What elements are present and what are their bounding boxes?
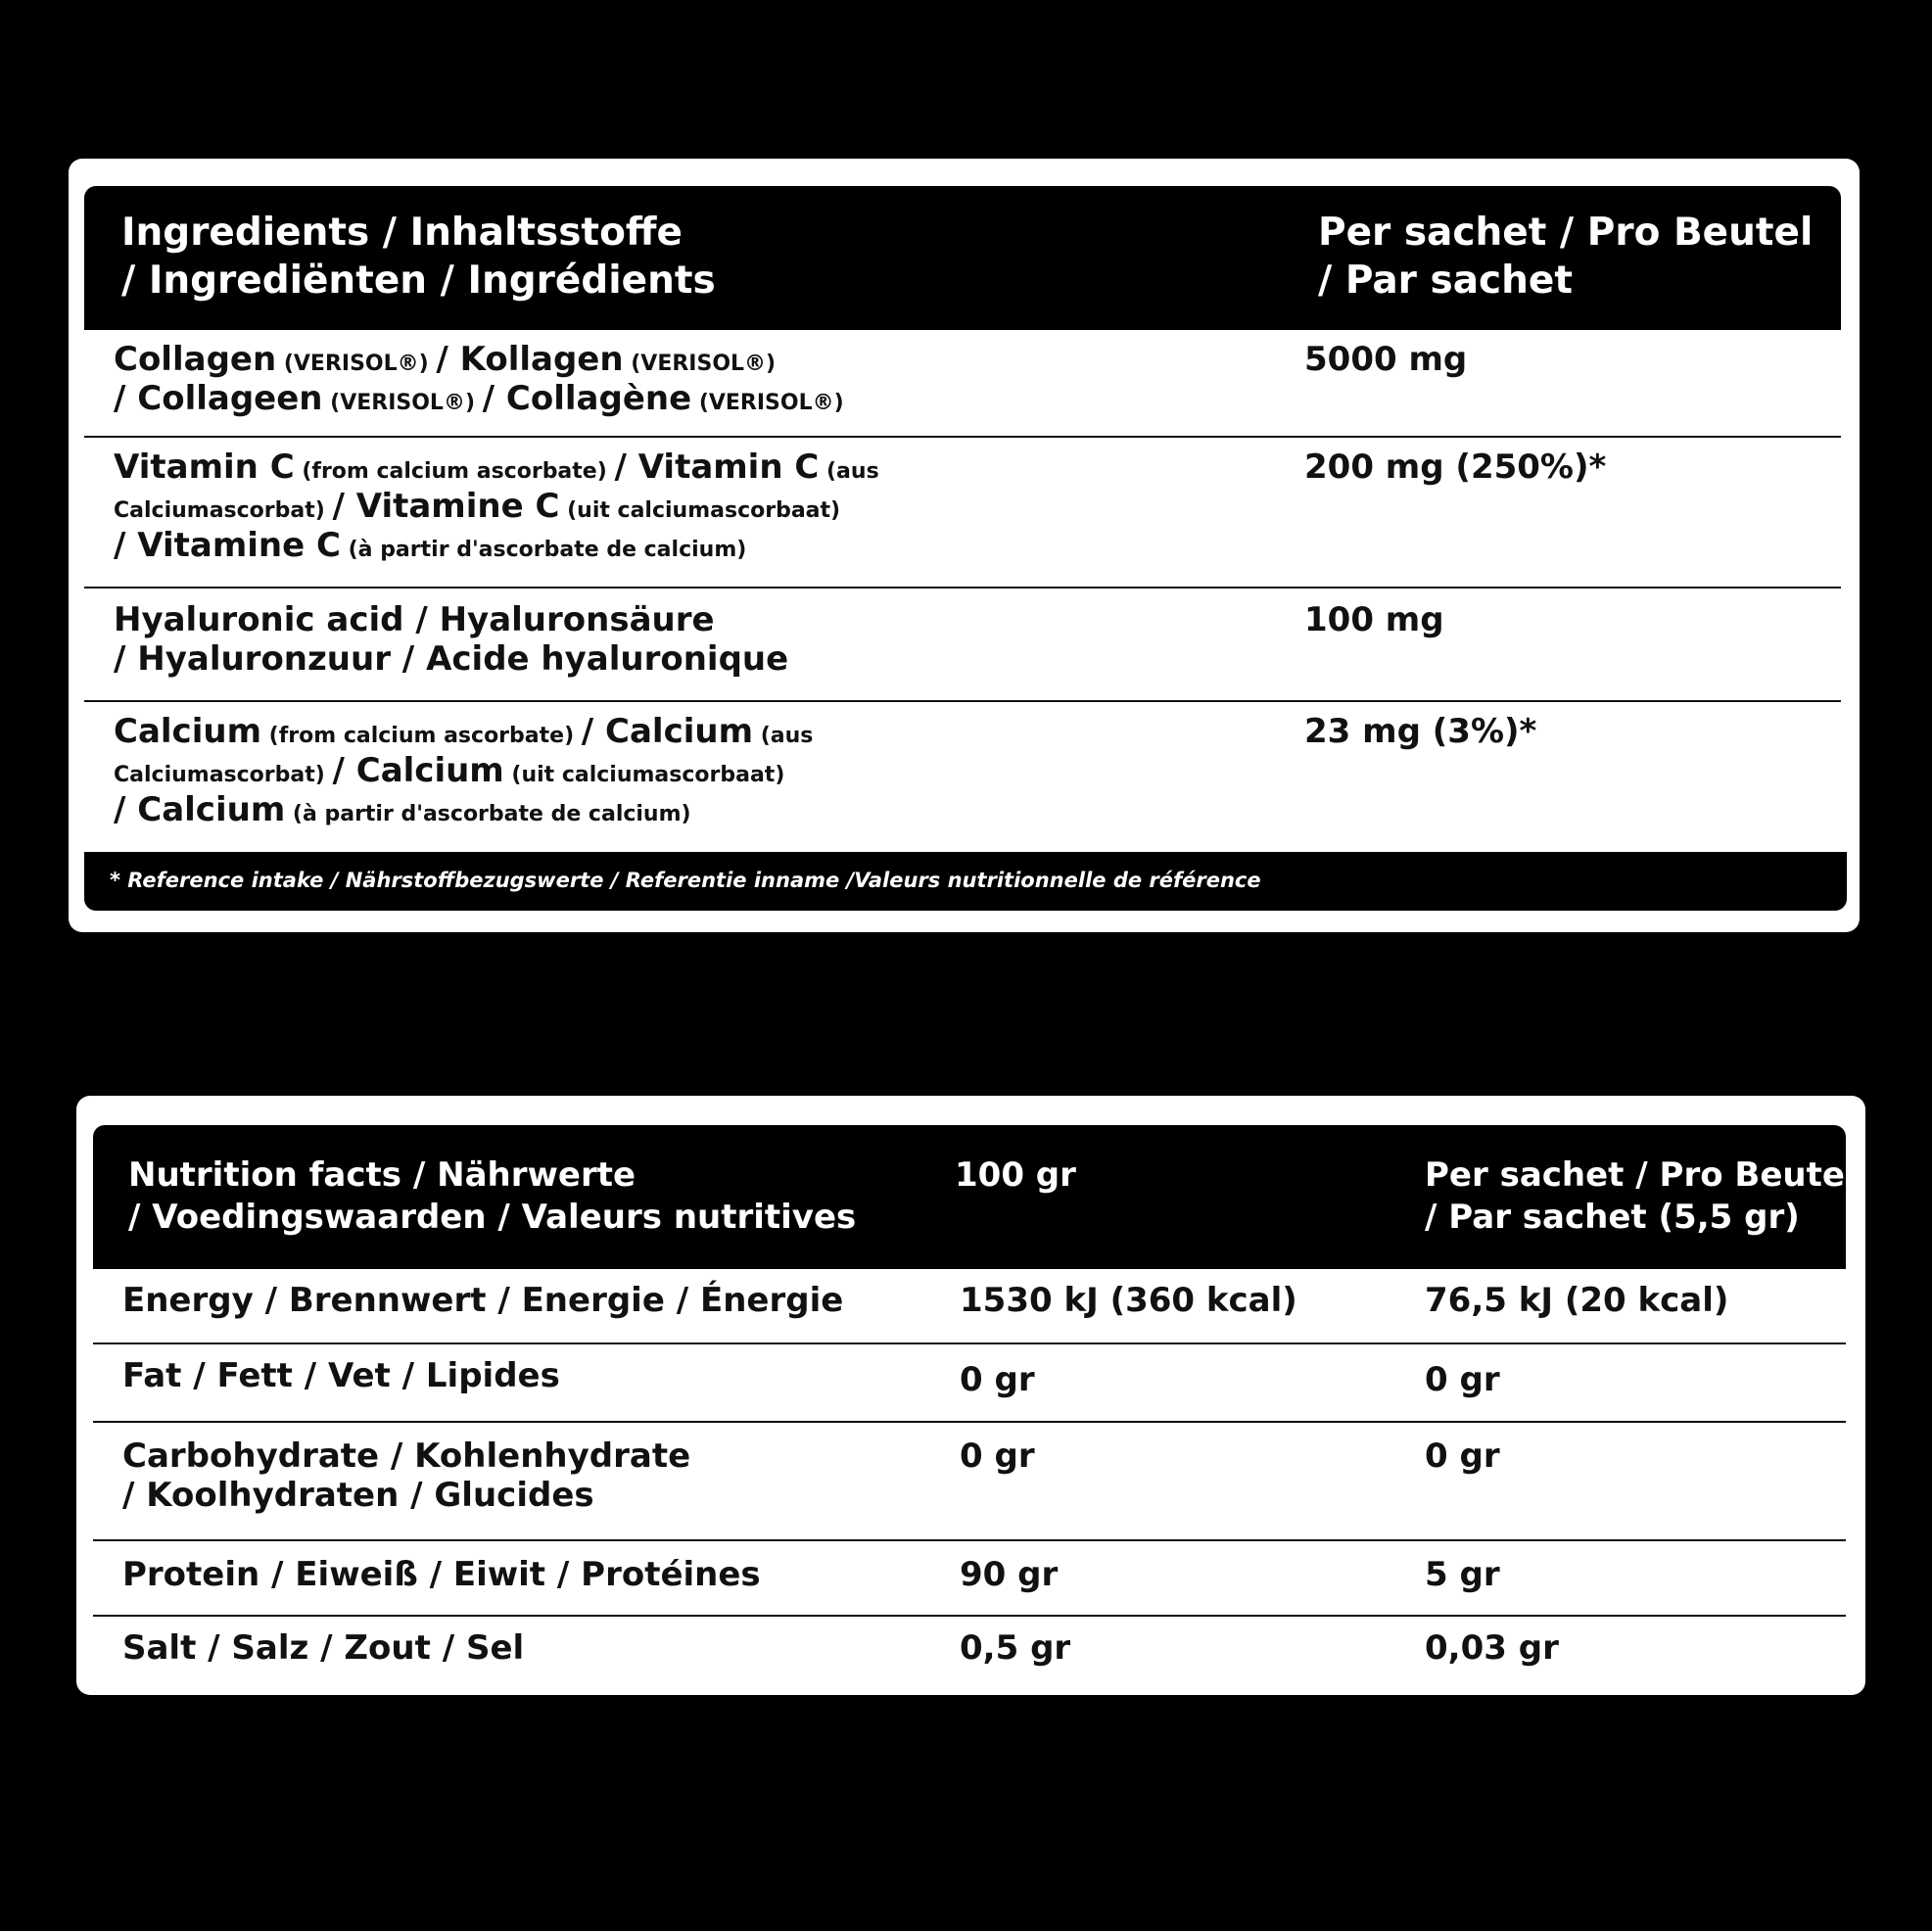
nutrient-name-line: Salt / Salz / Zout / Sel [122,1628,525,1668]
nutrient-name-line: Carbohydrate / Kohlenhydrate [122,1436,691,1476]
nutrient-per-100g: 1530 kJ (360 kcal) [960,1281,1297,1320]
ingredient-name-line [114,600,788,639]
ingredient-source-note: Calciumascorbat) [114,763,333,788]
ingredient-source-note: Calciumascorbat) [114,498,333,524]
nutrient-name [122,1555,761,1594]
ingredient-name [114,447,879,565]
ingredient-source-note: (VERISOL®) [276,352,437,376]
ingredient-amount: 5000 mg [1304,340,1468,379]
nutrient-name-line: Protein / Eiweiß / Eiwit / Protéines [122,1555,761,1594]
ingredients-header-name-line1: Ingredients / Inhaltsstoffe [121,211,683,255]
ingredients-header-name [121,210,716,306]
nutrient-per-100g: 0 gr [960,1360,1035,1399]
ingredient-name-line [114,340,844,379]
ingredient-source-note: (aus [819,459,879,484]
nutrition-header-per-sachet-line1: Per sachet / Pro Beutel [1425,1155,1857,1195]
nutrition-header-per100 [955,1154,1076,1197]
ingredient-source-note: (VERISOL®) [623,352,777,376]
ingredient-amount: 23 mg (3%)* [1304,712,1537,751]
ingredient-name-text: / Calcium [581,712,754,751]
row-divider [93,1615,1846,1617]
nutrient-name-line: / Koolhydraten / Glucides [122,1476,594,1516]
ingredient-name-text: / Vitamin C [614,447,820,487]
nutrient-name [122,1628,524,1668]
ingredient-name-text: / Hyaluronzuur / Acide hyaluronique [114,639,789,680]
ingredient-name-line [114,712,813,751]
reference-intake-footnote [84,852,1847,911]
ingredient-name-text: Vitamin C [114,447,295,487]
nutrition-header [93,1125,1857,1269]
nutrition-header-name-line1: Nutrition facts / Nährwerte [128,1155,636,1195]
row-divider [93,1342,1846,1344]
ingredient-name [114,600,788,679]
row-divider [84,700,1841,702]
ingredient-name-text: / Collageen [114,379,323,419]
ingredients-header-amount [1318,210,1813,306]
ingredient-source-note: (VERISOL®) [691,391,844,416]
ingredient-name-line [114,447,879,487]
nutrient-name [122,1436,690,1515]
ingredient-name-text: / Vitamine C [332,487,560,527]
nutrient-name-line: Energy / Brennwert / Energie / Énergie [122,1281,844,1320]
ingredient-source-note: (uit calciumascorbaat) [503,763,785,788]
nutrition-header-per100-line1: 100 gr [955,1155,1076,1195]
ingredient-name-line [114,639,788,679]
ingredient-source-note: (uit calciumascorbaat) [559,498,841,524]
nutrition-card [76,1096,1865,1695]
nutrient-per-sachet: 76,5 kJ (20 kcal) [1425,1281,1729,1320]
ingredient-name-line [114,526,879,565]
ingredients-card [69,159,1860,932]
ingredient-amount: 200 mg (250%)* [1304,447,1607,487]
ingredient-amount: 100 mg [1304,600,1444,639]
row-divider [93,1421,1846,1423]
ingredient-name-text: / Calcium [332,751,504,791]
row-divider [93,1539,1846,1541]
nutrient-name [122,1356,560,1395]
nutrient-per-sachet: 0 gr [1425,1360,1500,1399]
ingredients-header-name-line2: / Ingrediënten / Ingrédients [121,258,716,303]
nutrient-per-100g: 90 gr [960,1555,1059,1594]
ingredient-name-text: / Kollagen [436,340,624,379]
ingredient-name-text: / Vitamine C [114,526,341,566]
ingredient-name-line [114,790,813,829]
nutrition-header-per-sachet-line2: / Par sachet (5,5 gr) [1425,1197,1800,1237]
ingredients-header [84,186,1841,330]
nutrient-per-sachet: 0 gr [1425,1436,1500,1476]
ingredient-name-text: / Collagène [482,379,692,419]
ingredient-source-note: (à partir d'ascorbate de calcium) [285,802,691,827]
ingredient-source-note: (from calcium ascorbate) [261,724,582,748]
ingredient-source-note: (VERISOL®) [322,391,483,416]
nutrient-per-sachet: 5 gr [1425,1555,1500,1594]
ingredient-source-note: (à partir d'ascorbate de calcium) [340,538,747,563]
ingredient-source-note: (aus [753,724,814,748]
row-divider [84,436,1841,438]
ingredients-header-amount-line1: Per sachet / Pro Beutel [1318,211,1814,255]
nutrition-header-per-sachet [1425,1154,1857,1238]
ingredient-name-line [114,379,844,418]
ingredient-name-text: Hyaluronic acid / Hyaluronsäure [114,600,715,639]
nutrient-per-100g: 0 gr [960,1436,1035,1476]
nutrient-per-100g: 0,5 gr [960,1628,1071,1668]
nutrient-name [122,1281,843,1320]
nutrition-header-name-line2: / Voedingswaarden / Valeurs nutritives [128,1197,857,1237]
ingredient-name-line [114,487,879,526]
row-divider [84,587,1841,589]
ingredient-name [114,340,844,418]
ingredient-name-line [114,751,813,790]
ingredients-header-amount-line2: / Par sachet [1318,258,1573,303]
footnote-text: * Reference intake / Nährstoffbezugswerte / Referentie inname /Valeurs nutritionnelle de référence [110,869,1261,892]
ingredient-name-text: / Calcium [114,790,286,830]
ingredient-name-text: Collagen [114,340,277,379]
ingredient-name-text: Calcium [114,712,261,751]
ingredient-name [114,712,813,829]
ingredient-source-note: (from calcium ascorbate) [294,459,615,484]
nutrient-name-line: Fat / Fett / Vet / Lipides [122,1356,560,1395]
nutrition-header-name [128,1154,856,1238]
nutrient-per-sachet: 0,03 gr [1425,1628,1559,1668]
